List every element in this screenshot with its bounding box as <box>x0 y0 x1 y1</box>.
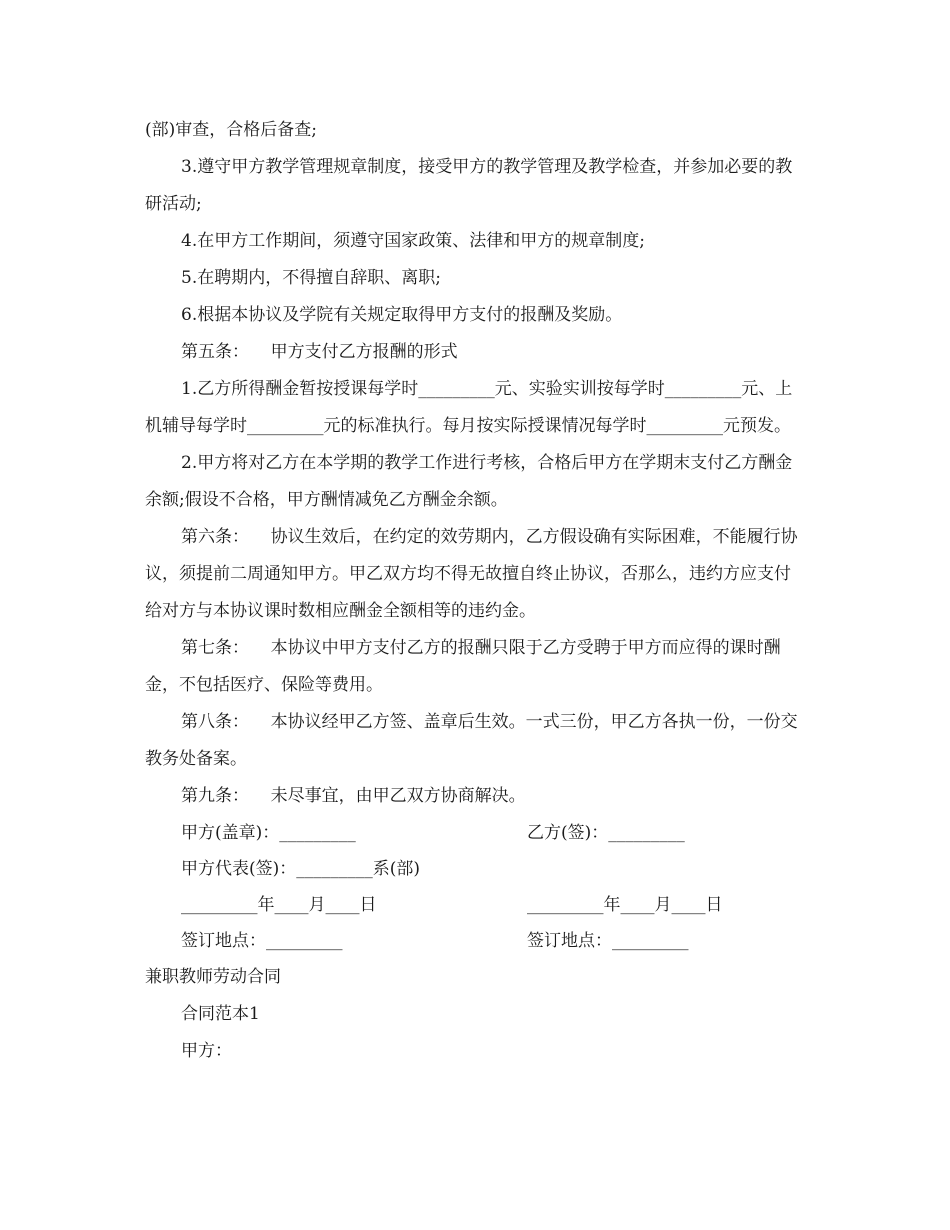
clause-item-5: 5.在聘期内，不得擅自辞职、离职; <box>181 268 441 288</box>
clause-item-3: 3.遵守甲方教学管理规章制度，接受甲方的教学管理及教学检查，并参加必要的教研活动; <box>145 157 793 214</box>
sample-label: 合同范本1 <box>181 1004 260 1024</box>
party-a-label: 甲方： <box>181 1041 232 1061</box>
article-6: 第六条： 协议生效后，在约定的效劳期内，乙方假设确有实际困难，不能履行协议，须提前二周通知甲方。甲乙双方均不得无故擅自终止协议，否那么，违约方应支付给对方与本协议课时数相应酬金全额相等的违约金。 <box>145 527 798 621</box>
date-right-field: _________年____月____日 <box>527 895 723 915</box>
signature-row-places <box>145 923 805 959</box>
party-a-seal-field: 甲方(盖章)：_________ <box>181 823 356 843</box>
section-title: 兼职教师劳动合同 <box>145 967 281 987</box>
clause-item-4: 4.在甲方工作期间，须遵守国家政策、法律和甲方的规章制度; <box>181 231 645 251</box>
article-7: 第七条： 本协议中甲方支付乙方的报酬只限于乙方受聘于甲方而应得的课时酬金，不包括医疗、保险等费用。 <box>145 638 781 695</box>
party-a-representative-field: 甲方代表(签)：_________系(部) <box>181 859 421 879</box>
article-8: 第八条： 本协议经甲乙方签、盖章后生效。一式三份，甲乙方各执一份，一份交教务处备案。 <box>145 712 798 769</box>
article-5-item-2: 2.甲方将对乙方在本学期的教学工作进行考核，合格后甲方在学期末支付乙方酬金余额;假设不合格，甲方酬情减免乙方酬金余额。 <box>145 453 793 510</box>
party-b-sign-field: 乙方(签)：_________ <box>527 823 685 843</box>
place-right-field: 签订地点：_________ <box>527 931 689 951</box>
article-5-item-1: 1.乙方所得酬金暂按授课每学时_________元、实验实训按每学时_________元、上机辅导每学时_________元的标准执行。每月按实际授课情况每学时_________元预发。 <box>145 379 793 436</box>
signature-row-representative <box>145 851 805 887</box>
document-body <box>145 112 805 1070</box>
article-5-heading: 第五条： 甲方支付乙方报酬的形式 <box>181 342 458 362</box>
signature-row-dates <box>145 887 805 923</box>
date-left-field: _________年____月____日 <box>181 895 377 915</box>
clause-item-6: 6.根据本协议及学院有关规定取得甲方支付的报酬及奖励。 <box>181 305 623 325</box>
place-left-field: 签订地点：_________ <box>181 931 343 951</box>
signature-row-parties <box>145 815 805 851</box>
paragraph-review: (部)审查，合格后备查; <box>145 120 317 140</box>
article-9: 第九条： 未尽事宜，由甲乙双方协商解决。 <box>181 786 526 806</box>
